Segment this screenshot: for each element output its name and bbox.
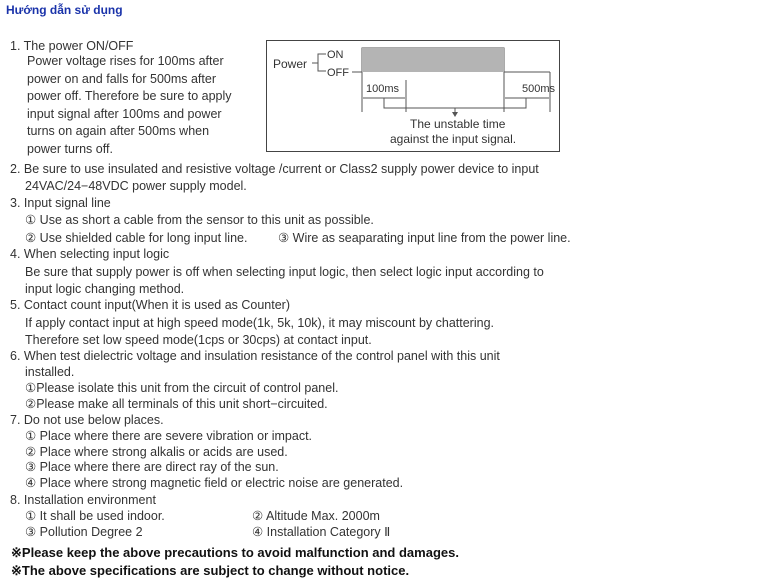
power-label: Power (273, 57, 308, 71)
section-6-heading: 6. When test dielectric voltage and insulation resistance of the control panel with this unit (10, 349, 500, 363)
section-3-item: ② Use shielded cable for long input line. (25, 231, 248, 245)
section-7-item: ① Place where there are severe vibration or impact. (25, 429, 313, 443)
on-off-bracket (312, 54, 326, 71)
section-5-heading: 5. Contact count input(When it is used as Counter) (10, 298, 291, 312)
section-4-line: input logic changing method. (25, 282, 185, 296)
power-on-region (362, 48, 504, 72)
section-7-item: ③ Place where there are direct ray of the sun. (25, 460, 279, 474)
section-1-line: power on and falls for 500ms after (27, 71, 216, 86)
warning-specifications: ※The above specifications are subject to change without notice. (11, 563, 410, 578)
section-4-heading: 4. When selecting input logic (10, 247, 170, 261)
section-8-item: ④ Installation Category Ⅱ (252, 525, 391, 539)
section-5-line: Therefore set low speed mode(1cps or 30cps) at contact input. (25, 333, 372, 347)
page-title: Hướng dẫn sử dụng (6, 3, 123, 17)
section-6-item: ①Please isolate this unit from the circuit of control panel. (25, 381, 339, 395)
on-label: ON (327, 49, 344, 61)
label-100ms: 100ms (366, 83, 400, 95)
section-1-line: power turns off. (27, 141, 113, 156)
section-7-heading: 7. Do not use below places. (10, 413, 164, 427)
section-1-body (27, 53, 232, 158)
section-8-item: ③ Pollution Degree 2 (25, 525, 143, 539)
section-5-line: If apply contact input at high speed mode(1k, 5k, 10k), it may miscount by chattering. (25, 316, 494, 330)
label-500ms: 500ms (522, 83, 556, 95)
note-line-1: The unstable time (410, 117, 506, 131)
power-timing-diagram (266, 40, 562, 154)
section-8-item: ② Altitude Max. 2000m (252, 509, 380, 523)
off-label: OFF (327, 67, 349, 79)
section-3-item: ③ Wire as seaparating input line from the power line. (278, 231, 571, 245)
section-7-item: ④ Place where strong magnetic field or electric noise are generated. (25, 476, 404, 490)
section-7-item: ② Place where strong alkalis or acids are used. (25, 445, 288, 459)
unstable-time-bracket (384, 98, 526, 114)
section-4-line: Be sure that supply power is off when selecting input logic, then select logic input according to (25, 265, 544, 279)
warning-precautions: ※Please keep the above precautions to avoid malfunction and damages. (11, 545, 459, 560)
section-6-line: installed. (25, 365, 75, 379)
note-line-2: against the input signal. (390, 132, 517, 146)
section-8-heading: 8. Installation environment (10, 493, 156, 507)
section-3-heading: 3. Input signal line (10, 196, 111, 210)
section-1-line: turns on again after 500ms when (27, 124, 210, 138)
section-1-line: power off. Therefore be sure to apply (27, 89, 232, 103)
section-6-item: ②Please make all terminals of this unit short−circuited. (25, 397, 328, 411)
section-3-item: ① Use as short a cable from the sensor to this unit as possible. (25, 213, 374, 227)
section-2-heading: 2. Be sure to use insulated and resistive voltage /current or Class2 supply power device to input (10, 162, 539, 176)
section-1-line: input signal after 100ms and power (27, 106, 222, 121)
section-8-item: ① It shall be used indoor. (25, 509, 165, 523)
section-1-line: Power voltage rises for 100ms after (27, 54, 224, 68)
section-1-heading: 1. The power ON/OFF (10, 39, 134, 53)
section-2-line: 24VAC/24−48VDC power supply model. (25, 179, 247, 193)
